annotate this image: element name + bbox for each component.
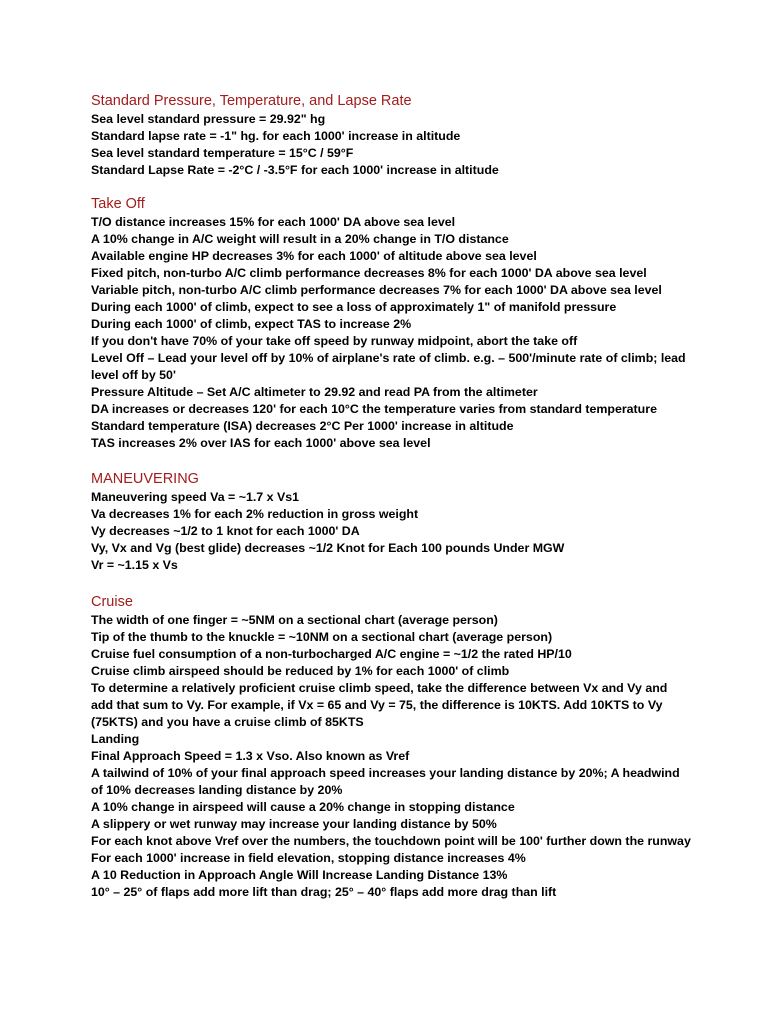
text-line: During each 1000' of climb, expect TAS to increase 2% [91,317,412,331]
text-line: Available engine HP decreases 3% for each 1000' of altitude above sea level [91,249,537,263]
text-line: For each knot above Vref over the numbers, the touchdown point will be 100' further down the runway [91,834,691,848]
text-line: For each 1000' increase in field elevation, stopping distance increases 4% [91,851,526,865]
text-line: Fixed pitch, non-turbo A/C climb performance decreases 8% for each 1000' DA above sea level [91,266,647,280]
section-cruise [91,593,691,901]
text-line: Vy decreases ~1/2 to 1 knot for each 1000' DA [91,524,360,538]
section-standard-pressure [91,92,691,179]
text-line: A 10 Reduction in Approach Angle Will Increase Landing Distance 13% [91,868,508,882]
text-line: Variable pitch, non-turbo A/C climb performance decreases 7% for each 1000' DA above sea level [91,283,662,297]
text-line: Tip of the thumb to the knuckle = ~10NM on a sectional chart (average person) [91,630,553,644]
text-line: Standard temperature (ISA) decreases 2°C Per 1000' increase in altitude [91,419,514,433]
text-line: The width of one finger = ~5NM on a sectional chart (average person) [91,613,498,627]
text-line: Maneuvering speed Va = ~1.7 x Vs1 [91,490,299,504]
text-line: Va decreases 1% for each 2% reduction in gross weight [91,507,419,521]
text-line: If you don't have 70% of your take off speed by runway midpoint, abort the take off [91,334,578,348]
text-line: Sea level standard temperature = 15°C / 59°F [91,146,354,160]
section-heading: Take Off [91,196,145,212]
text-line: DA increases or decreases 120' for each 10°C the temperature varies from standard temperature [91,402,657,416]
section-heading: Standard Pressure, Temperature, and Lapse Rate [91,93,412,109]
text-line: Landing [91,732,140,746]
text-line: A slippery or wet runway may increase your landing distance by 50% [91,817,497,831]
text-line: Pressure Altitude – Set A/C altimeter to 29.92 and read PA from the altimeter [91,385,538,399]
text-line: T/O distance increases 15% for each 1000' DA above sea level [91,215,456,229]
text-line: Sea level standard pressure = 29.92" hg [91,112,326,126]
section-maneuvering [91,470,691,574]
section-heading: Cruise [91,594,133,610]
text-line: During each 1000' of climb, expect to see a loss of approximately 1" of manifold pressure [91,300,617,314]
text-line: Standard Lapse Rate = -2°C / -3.5°F for each 1000' increase in altitude [91,163,499,177]
text-line: Level Off – Lead your level off by 10% of airplane's rate of climb. e.g. – 500'/minute rate of climb; lead level off by 50' [91,351,690,382]
section-lines [91,111,691,179]
text-line: Cruise fuel consumption of a non-turbocharged A/C engine = ~1/2 the rated HP/10 [91,647,572,661]
text-line: TAS increases 2% over IAS for each 1000' above sea level [91,436,431,450]
text-line: A tailwind of 10% of your final approach speed increases your landing distance by 20%; A headwind of 10% decreases landing distance by 20% [91,766,684,797]
section-take-off [91,195,691,452]
section-heading: MANEUVERING [91,471,199,487]
text-line: Vy, Vx and Vg (best glide) decreases ~1/2 Knot for Each 100 pounds Under MGW [91,541,565,555]
text-line: Standard lapse rate = -1" hg. for each 1000' increase in altitude [91,129,461,143]
text-line: Cruise climb airspeed should be reduced by 1% for each 1000' of climb [91,664,510,678]
text-line: A 10% change in airspeed will cause a 20% change in stopping distance [91,800,515,814]
text-line: Vr = ~1.15 x Vs [91,558,178,572]
section-lines [91,489,691,574]
text-line: 10° – 25° of flaps add more lift than drag; 25° – 40° flaps add more drag than lift [91,885,557,899]
text-line: Final Approach Speed = 1.3 x Vso. Also known as Vref [91,749,410,763]
text-line: To determine a relatively proficient cruise climb speed, take the difference between Vx and Vy and add that sum to Vy. For example, if Vx = 65 and Vy = 75, the difference is 10KTS. Add 10KTS to Vy (75KTS) and you have a cruise climb of 85KTS [91,681,671,729]
section-lines [91,214,691,452]
text-line: A 10% change in A/C weight will result in a 20% change in T/O distance [91,232,509,246]
section-lines [91,612,691,901]
